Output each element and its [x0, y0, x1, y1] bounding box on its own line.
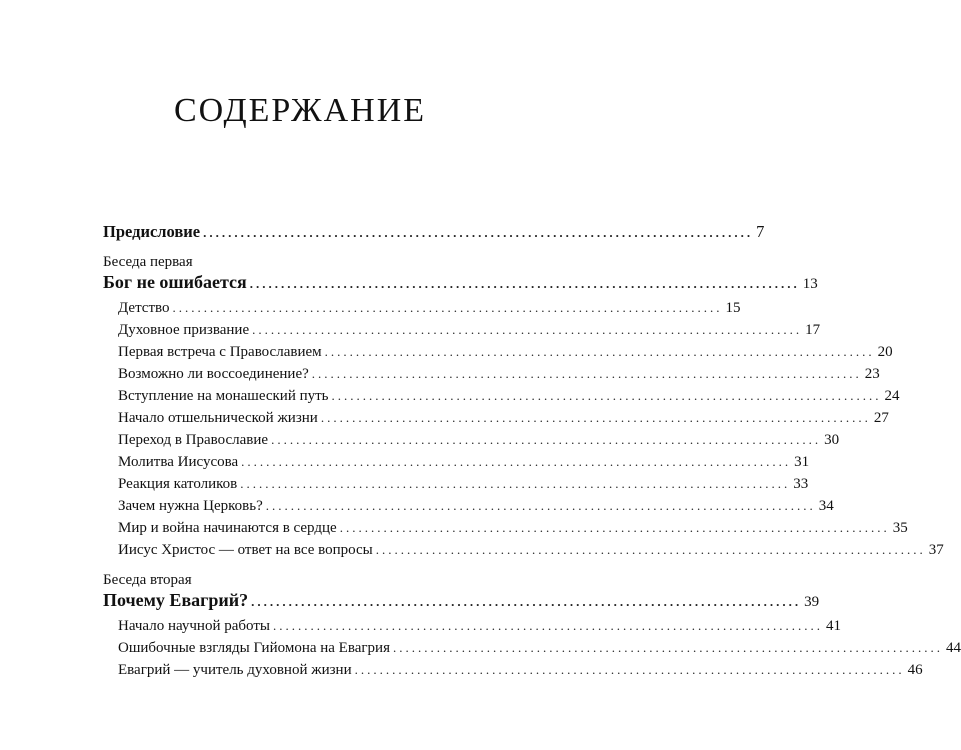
toc-chapter-1[interactable] — [103, 272, 818, 293]
part-label: Беседа первая — [103, 254, 193, 270]
toc-entry-label: Реакция католиков — [118, 476, 238, 492]
toc-entry-page: 7 — [756, 222, 765, 241]
toc-entry-label: Мир и война начинаются в сердце — [118, 520, 337, 536]
toc-entry-label: Возможно ли воссоединение? — [118, 366, 309, 382]
leader-dots: ........................................................................................ — [252, 322, 803, 337]
toc-entry[interactable] — [118, 520, 908, 537]
toc-entry[interactable] — [118, 618, 841, 635]
toc-entry-label: Переход в Православие — [118, 432, 269, 448]
leader-dots: ........................................................................................ — [354, 662, 905, 677]
leader-dots: ........................................................................................ — [241, 454, 792, 469]
leader-dots: ........................................................................................ — [331, 388, 882, 403]
leader-dots: ........................................................................................ — [251, 594, 802, 609]
toc-chapter-page: 13 — [802, 276, 818, 292]
toc-entry[interactable] — [118, 640, 961, 657]
toc-entry-label: Начало научной работы — [118, 618, 270, 634]
toc-chapter-page: 39 — [804, 594, 820, 610]
toc-entry-page: 15 — [725, 300, 741, 316]
toc-entry-label: Вступление на монашеский путь — [118, 388, 329, 404]
leader-dots: ........................................................................................ — [339, 520, 890, 535]
toc-entry-page: 31 — [794, 454, 810, 470]
toc-entry-label: Начало отшельнической жизни — [118, 410, 318, 426]
toc-entry-label: Зачем нужна Церковь? — [118, 498, 263, 514]
toc-entry[interactable] — [118, 498, 834, 515]
toc-entry[interactable] — [118, 366, 880, 383]
toc-entry-page: 33 — [793, 476, 809, 492]
toc-entry-page: 34 — [818, 498, 834, 514]
page-title: СОДЕРЖАНИЕ — [173, 92, 427, 129]
toc-entry[interactable] — [118, 542, 944, 559]
toc-entry-label: Ошибочные взгляды Гийомона на Евагрия — [118, 640, 390, 656]
toc-chapter-2[interactable] — [103, 590, 820, 611]
toc-entry[interactable] — [118, 388, 900, 405]
toc-chapter-label: Почему Евагрий? — [103, 590, 249, 610]
toc-entry-page: 37 — [928, 542, 944, 558]
toc-entry-preface[interactable] — [103, 222, 765, 242]
toc-entry[interactable] — [118, 300, 741, 317]
leader-dots: ........................................................................................ — [172, 300, 723, 315]
leader-dots: ........................................................................................ — [392, 640, 943, 655]
toc-entry-page: 20 — [877, 344, 893, 360]
toc-entry-page: 17 — [805, 322, 821, 338]
toc-entry-label: Евагрий — учитель духовной жизни — [118, 662, 352, 678]
toc-entry[interactable] — [118, 454, 810, 471]
toc-entry-label: Первая встреча с Православием — [118, 344, 322, 360]
toc-entry[interactable] — [118, 344, 893, 361]
leader-dots: ........................................................................................ — [271, 432, 822, 447]
toc-entry-label: Молитва Иисусова — [118, 454, 239, 470]
toc-entry-page: 23 — [864, 366, 880, 382]
toc-entry-page: 46 — [907, 662, 923, 678]
leader-dots: ........................................................................................ — [240, 476, 791, 491]
toc-entry-label: Духовное призвание — [118, 322, 250, 338]
toc-entry-page: 44 — [945, 640, 961, 656]
leader-dots: ........................................................................................ — [203, 225, 754, 240]
toc-entry-label: Детство — [118, 300, 170, 316]
toc-chapter-label: Бог не ошибается — [103, 272, 247, 292]
leader-dots: ........................................................................................ — [272, 618, 823, 633]
leader-dots: ........................................................................................ — [324, 344, 875, 359]
toc-entry-page: 30 — [824, 432, 840, 448]
toc-entry-page: 24 — [884, 388, 900, 404]
leader-dots: ........................................................................................ — [311, 366, 862, 381]
part-label: Беседа вторая — [103, 572, 192, 588]
leader-dots: ........................................................................................ — [375, 542, 926, 557]
toc-entry-page: 41 — [825, 618, 841, 634]
toc-entry-label: Предисловие — [103, 222, 201, 241]
leader-dots: ........................................................................................ — [265, 498, 816, 513]
toc-entry-page: 35 — [892, 520, 908, 536]
toc-entry-page: 27 — [873, 410, 889, 426]
toc-entry-label: Иисус Христос — ответ на все вопросы — [118, 542, 373, 558]
toc-entry[interactable] — [118, 322, 821, 339]
toc-entry[interactable] — [118, 662, 923, 679]
leader-dots: ........................................................................................ — [320, 410, 871, 425]
toc-entry[interactable] — [118, 410, 889, 427]
leader-dots: ........................................................................................ — [249, 276, 800, 291]
toc-entry[interactable] — [118, 476, 809, 493]
toc-entry[interactable] — [118, 432, 840, 449]
